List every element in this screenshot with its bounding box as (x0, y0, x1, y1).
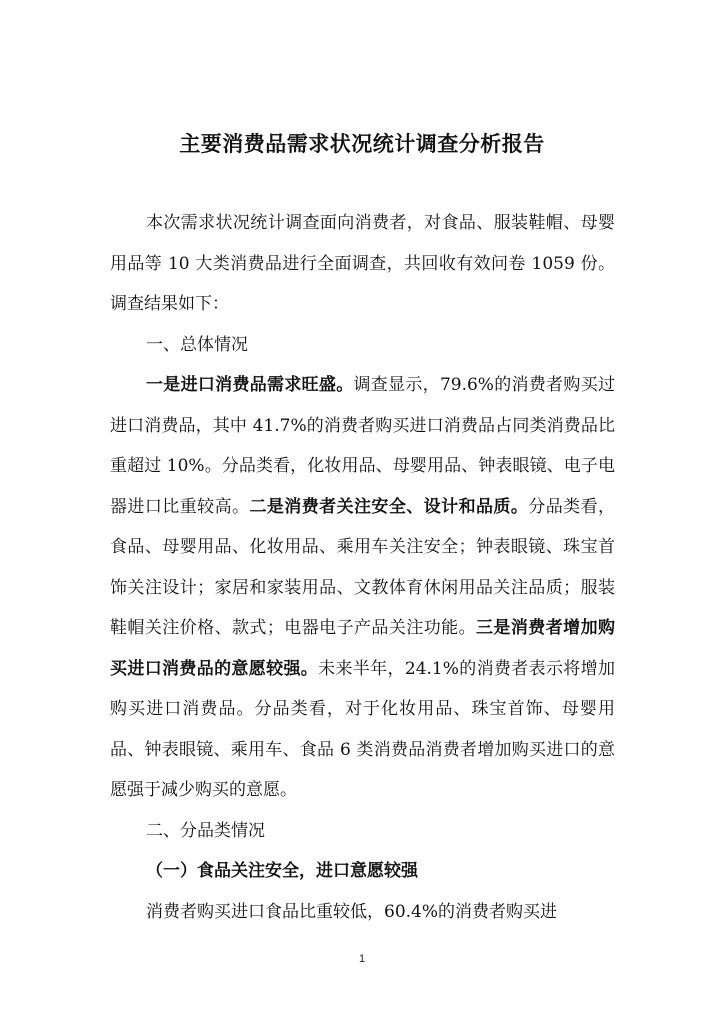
finding-1-lead: 一是进口消费品需求旺盛。 (146, 375, 354, 395)
document-body (110, 203, 615, 932)
document-title: 主要消费品需求状况统计调查分析报告 (179, 132, 545, 156)
finding-2-text: 分品类看，食品、母婴用品、化妆用品、乘用车关注安全；钟表眼镜、珠宝首饰关注设计；家居和家装用品、文教体育休闲用品关注品质；服装鞋帽关注价格、款式；电器电子产品关注功能。 (110, 496, 616, 638)
finding-3-lead: 三是消费者增加购买进口消费品的意愿较强。 (110, 618, 615, 679)
finding-2-lead: 二是消费者关注安全、设计和品质。 (249, 496, 529, 517)
finding-1-text: 调查显示，79.6%的消费者购买过进口消费品，其中 41.7%的消费者购买进口消费品占同类消费品比重超过 10%。分品类看，化妆用品、母婴用品、钟表眼镜、电子电器进口比重较高。 (110, 375, 615, 517)
page-number: 1 (358, 953, 366, 965)
subsection-heading-food: （一）食品关注安全，进口意愿较强 (146, 861, 418, 881)
section-heading-overall: 一、总体情况 (146, 334, 248, 355)
section-heading-category: 二、分品类情况 (146, 820, 265, 841)
intro-paragraph: 本次需求状况统计调查面向消费者，对食品、服装鞋帽、母婴用品等 10 大类消费品进行全面调查，共回收有效问卷 1059 份。调查结果如下： (110, 213, 615, 314)
paragraph-food: 消费者购买进口食品比重较低，60.4%的消费者购买进 (146, 901, 558, 922)
paragraph-overall (110, 365, 615, 811)
finding-3-text: 未来半年，24.1%的消费者表示将增加购买进口消费品。分品类看，对于化妆用品、珠宝首饰、母婴用品、钟表眼镜、乘用车、食品 6 类消费品消费者增加购买进口的意愿强于减少购买的意愿。 (110, 658, 615, 800)
